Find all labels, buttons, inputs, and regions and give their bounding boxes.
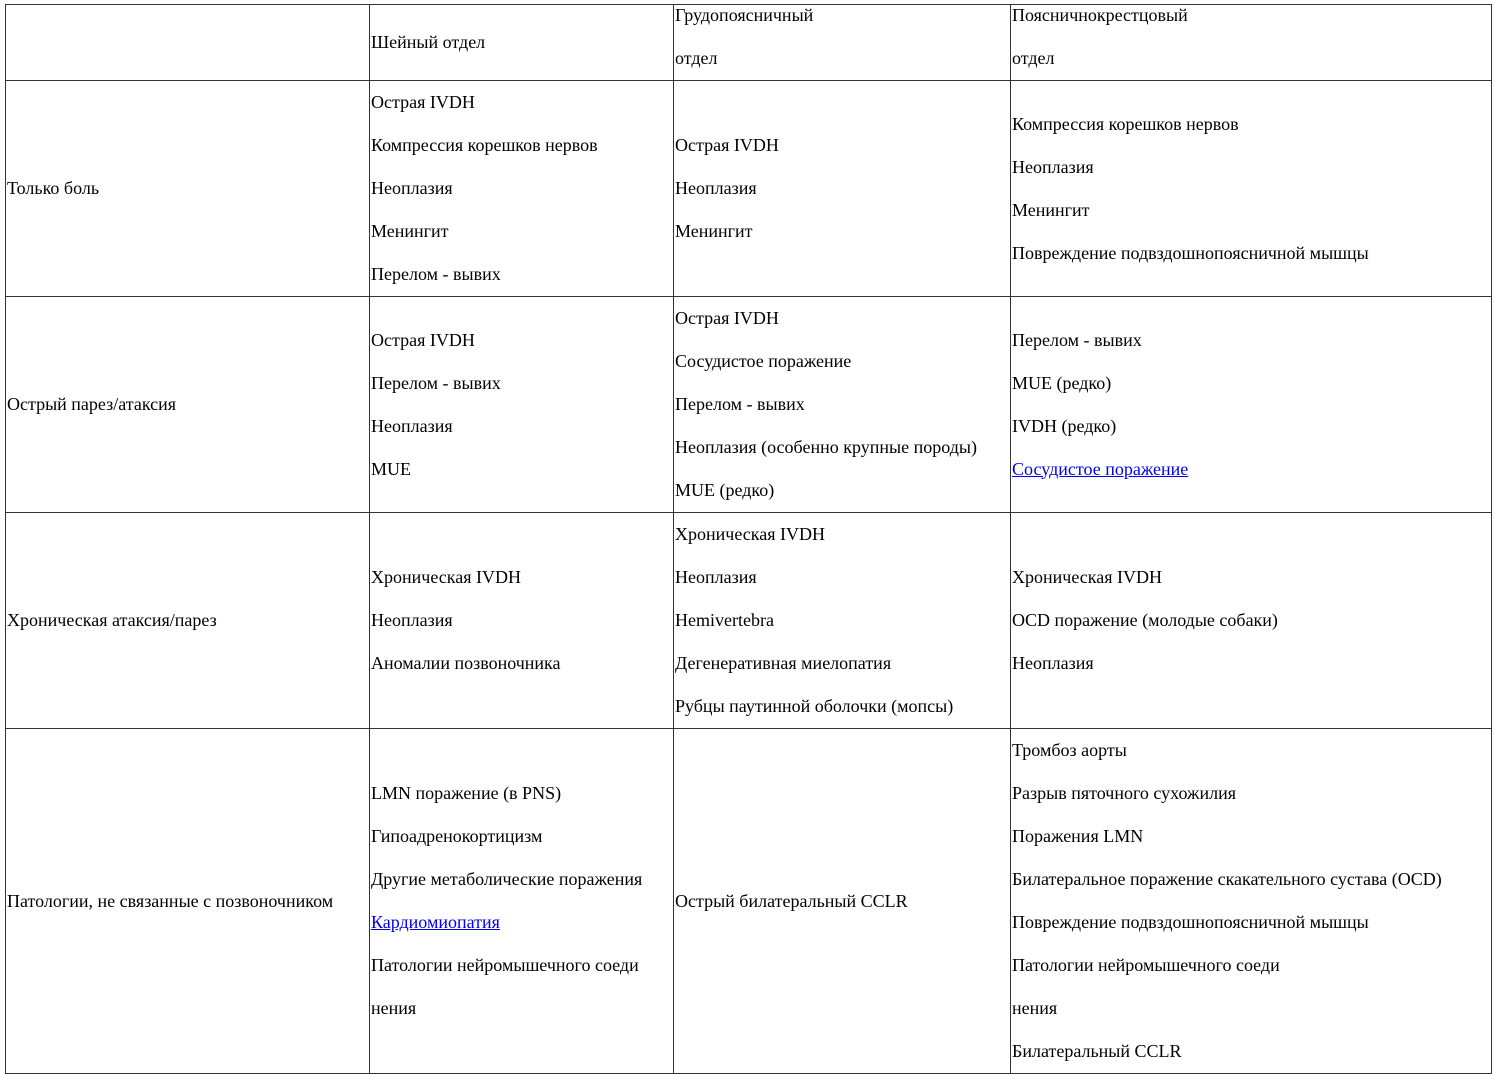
header-lumbosacral-line: отдел: [1012, 48, 1055, 68]
lumbosacral-cell: [1011, 729, 1492, 1074]
header-lumbosacral-line: Поясничнокрестцовый: [1012, 5, 1188, 25]
list-item: IVDH (редко): [1012, 415, 1117, 436]
list-item: Острая IVDH: [675, 135, 779, 155]
header-thoracolumbar-line: отдел: [675, 48, 718, 68]
row-label: Только боль: [6, 81, 370, 297]
list-item: Хроническая IVDH: [675, 524, 825, 544]
list-item: Хроническая IVDH: [1012, 567, 1162, 587]
list-item: нения: [371, 998, 417, 1018]
list-item: OCD поражение (молодые собаки): [1012, 610, 1278, 630]
list-item: Повреждение подвздошнопоясничной мышцы: [1012, 912, 1369, 932]
list-item: Повреждение подвздошнопоясничной мышцы: [1012, 242, 1369, 263]
list-item: Неоплазия: [675, 178, 757, 198]
list-item: Перелом - вывих: [1012, 329, 1142, 350]
list-item: Тромбоз аорты: [1012, 740, 1127, 760]
list-item: [1012, 448, 1491, 491]
list-item: Неоплазия: [371, 610, 453, 630]
list-item: Неоплазия: [1012, 156, 1094, 177]
list-item: MUE (редко): [675, 480, 775, 500]
table-row: [6, 297, 1492, 513]
thoracolumbar-cell: [674, 81, 1011, 297]
list-item: Перелом - вывих: [371, 372, 501, 393]
list-item: Гипоадренокортицизм: [371, 826, 543, 846]
list-item: Острая IVDH: [675, 308, 779, 328]
thoracolumbar-cell: [674, 297, 1011, 513]
list-item: Неоплазия (особенно крупные породы): [675, 437, 977, 457]
list-item: Разрыв пяточного сухожилия: [1012, 783, 1236, 803]
cervical-cell: [370, 513, 674, 729]
list-item: Хроническая IVDH: [371, 567, 521, 587]
list-item: LMN поражение (в PNS): [371, 783, 562, 803]
row-label: Острый парез/атаксия: [6, 297, 370, 513]
corner-cell: [6, 5, 370, 81]
lumbosacral-cell: [1011, 297, 1492, 513]
list-item: нения: [1012, 998, 1058, 1018]
list-item: Другие метаболические поражения: [371, 869, 643, 889]
list-item: Неоплазия: [371, 415, 453, 436]
header-cervical-label: Шейный отдел: [371, 32, 486, 52]
table-row: [6, 81, 1492, 297]
list-item: MUE (редко): [1012, 372, 1112, 393]
lumbosacral-cell: [1011, 513, 1492, 729]
cervical-cell: [370, 297, 674, 513]
header-cervical: [370, 5, 674, 81]
list-item: Hemivertebra: [675, 610, 774, 630]
list-item: Дегенеративная миелопатия: [675, 653, 892, 673]
list-item: Патологии нейромышечного соеди: [371, 955, 639, 975]
thoracolumbar-cell: [674, 729, 1011, 1074]
list-item: [371, 901, 673, 944]
table-row: [6, 513, 1492, 729]
cervical-cell: [370, 729, 674, 1074]
list-item: Острый билатеральный CCLR: [675, 890, 908, 911]
thoracolumbar-cell: [674, 513, 1011, 729]
header-row: [6, 5, 1492, 81]
header-thoracolumbar-line: Грудопоясничный: [675, 5, 814, 25]
differential-diagnosis-table: [5, 4, 1492, 1074]
lumbosacral-cell: [1011, 81, 1492, 297]
list-item: Менингит: [371, 221, 449, 241]
cervical-cell: [370, 81, 674, 297]
list-item: Сосудистое поражение: [675, 351, 852, 371]
list-item: Менингит: [675, 221, 753, 241]
list-item: Аномалии позвоночника: [371, 653, 561, 673]
header-thoracolumbar: [674, 5, 1011, 81]
list-item: Билатеральный CCLR: [1012, 1041, 1182, 1061]
table-row: [6, 729, 1492, 1074]
row-label: Хроническая атаксия/парез: [6, 513, 370, 729]
list-item: Поражения LMN: [1012, 826, 1144, 846]
list-item: Острая IVDH: [371, 329, 475, 350]
list-item: Перелом - вывих: [371, 264, 501, 284]
list-item: Компрессия корешков нервов: [371, 135, 598, 155]
list-item: Неоплазия: [675, 567, 757, 587]
list-item: Острая IVDH: [371, 92, 475, 112]
list-item: Перелом - вывих: [675, 394, 805, 414]
cardiomyopathy-link[interactable]: Кардиомиопатия: [371, 912, 500, 932]
list-item: MUE: [371, 458, 411, 479]
vascular-lesion-link[interactable]: Сосудистое поражение: [1012, 458, 1189, 479]
list-item: Компрессия корешков нервов: [1012, 113, 1239, 134]
header-lumbosacral: [1011, 5, 1492, 81]
list-item: Рубцы паутинной оболочки (мопсы): [675, 696, 954, 716]
row-label: Патологии, не связанные с позвоночником: [6, 729, 370, 1074]
list-item: Билатеральное поражение скакательного сустава (OCD): [1012, 869, 1442, 889]
list-item: Неоплазия: [371, 178, 453, 198]
list-item: Менингит: [1012, 199, 1090, 220]
list-item: Патологии нейромышечного соеди: [1012, 955, 1280, 975]
list-item: Неоплазия: [1012, 653, 1094, 673]
